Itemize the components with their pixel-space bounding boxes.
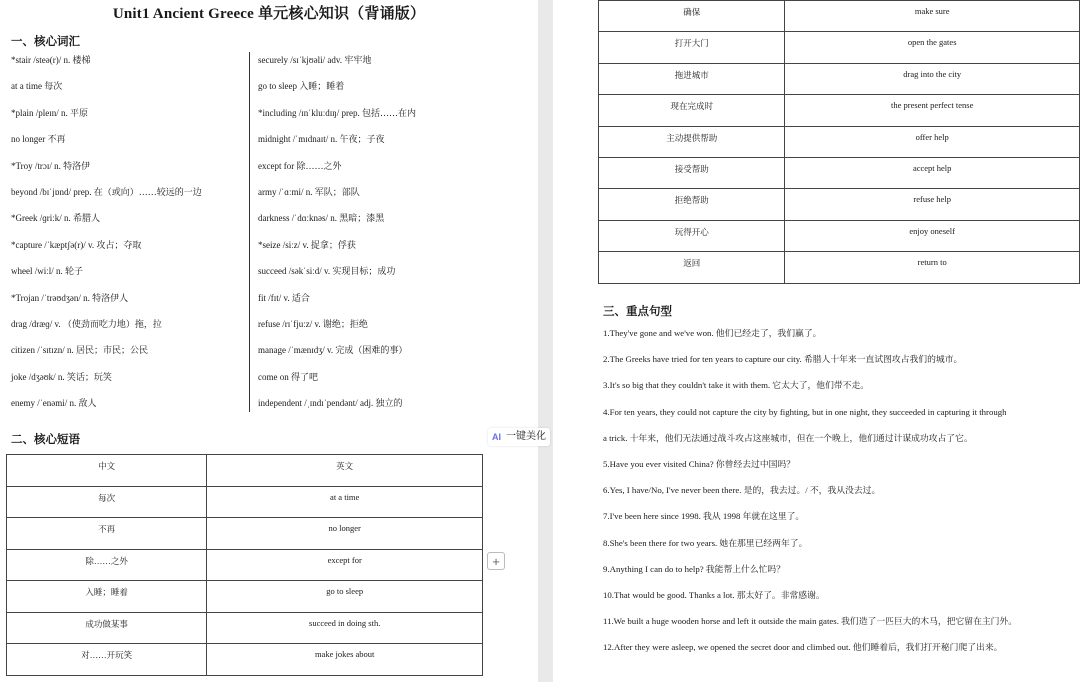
sentence-item: a trick. 十年来，他们无法通过战斗攻占这座城市，但在一个晚上，他们通过计谋成功攻占了它。 bbox=[603, 432, 973, 443]
table-row bbox=[599, 220, 1080, 251]
sentence-item: 9.Anything I can do to help? 我能帮上什么忙吗？ bbox=[603, 563, 786, 574]
english-cell: the present perfect tense bbox=[785, 95, 1080, 126]
chinese-cell: 入睡；睡着 bbox=[7, 581, 207, 613]
section-phrases-heading: 二、核心短语 bbox=[11, 434, 80, 446]
vocab-item: *including /ɪnˈkluːdɪŋ/ prep. 包括……在内 bbox=[258, 107, 416, 118]
vocab-item: citizen /ˈsɪtɪzn/ n. 居民；市民；公民 bbox=[11, 345, 148, 356]
sentence-item: 4.For ten years, they could not capture the city by fighting, but in one night, they succeeded in capturing it through bbox=[603, 406, 1007, 417]
vocab-item: *Greek /ɡriːk/ n. 希腊人 bbox=[11, 213, 100, 224]
english-cell: make jokes about bbox=[207, 644, 483, 676]
table-row bbox=[599, 252, 1080, 283]
english-cell: open the gates bbox=[785, 32, 1080, 63]
chinese-cell: 接受帮助 bbox=[599, 157, 785, 188]
sentence-item: 2.The Greeks have tried for ten years to capture our city. 希腊人十年来一直试图攻占我们的城市。 bbox=[603, 354, 963, 365]
vocab-item: army /ˈɑːmi/ n. 军队；部队 bbox=[258, 186, 360, 197]
english-cell: at a time bbox=[207, 486, 483, 518]
section-sentences-heading: 三、重点句型 bbox=[603, 306, 672, 318]
table-row bbox=[7, 518, 483, 550]
chinese-cell: 现在完成时 bbox=[599, 95, 785, 126]
sentence-item: 12.After they were asleep, we opened the secret door and climbed out. 他们睡着后，我们打开秘门爬了出来。 bbox=[603, 642, 1003, 653]
chinese-cell: 除……之外 bbox=[7, 549, 207, 581]
english-cell: return to bbox=[785, 252, 1080, 283]
vocab-item: drag /dræɡ/ v. （使劲而吃力地）拖，拉 bbox=[11, 318, 162, 329]
vocab-item: come on 得了吧 bbox=[258, 371, 318, 382]
english-cell: succeed in doing sth. bbox=[207, 612, 483, 644]
english-cell: refuse help bbox=[785, 189, 1080, 220]
chinese-cell: 返回 bbox=[599, 252, 785, 283]
vocab-item: *capture /ˈkæptʃə(r)/ v. 攻占；夺取 bbox=[11, 239, 142, 250]
vocab-item: *plain /pleɪn/ n. 平原 bbox=[11, 107, 88, 118]
vocab-item: go to sleep 入睡；睡着 bbox=[258, 81, 345, 92]
vocab-item: securely /sɪˈkjʊəli/ adv. 牢牢地 bbox=[258, 55, 372, 65]
ai-beautify-label: 一键美化 bbox=[506, 431, 546, 442]
vocab-item: succeed /səkˈsiːd/ v. 实现目标；成功 bbox=[258, 266, 396, 277]
vocab-item: *stair /steə(r)/ n. 楼梯 bbox=[11, 55, 91, 65]
sentence-item: 11.We built a huge wooden horse and left it outside the main gates. 我们造了一匹巨大的木马，把它留在主门外。 bbox=[603, 616, 1018, 627]
chinese-cell: 玩得开心 bbox=[599, 220, 785, 251]
english-cell: drag into the city bbox=[785, 63, 1080, 94]
ai-icon: AI bbox=[492, 432, 501, 442]
section-vocab-heading: 一、核心词汇 bbox=[11, 36, 80, 48]
vocab-item: manage /ˈmænɪdʒ/ v. 完成（困难的事） bbox=[258, 345, 408, 356]
vocab-list-left bbox=[11, 47, 249, 416]
sentence-item: 3.It's so big that they couldn't take it with them. 它太大了，他们带不走。 bbox=[603, 380, 870, 391]
table-row bbox=[7, 581, 483, 613]
vocab-item: independent /ˌɪndɪˈpendənt/ adj. 独立的 bbox=[258, 398, 403, 409]
chinese-cell: 每次 bbox=[7, 486, 207, 518]
table-row bbox=[599, 63, 1080, 94]
chinese-cell: 中文 bbox=[7, 455, 207, 487]
chinese-cell: 成功做某事 bbox=[7, 612, 207, 644]
vocab-item: at a time 每次 bbox=[11, 81, 63, 92]
table-row bbox=[599, 157, 1080, 188]
english-cell: offer help bbox=[785, 126, 1080, 157]
english-cell: make sure bbox=[785, 1, 1080, 32]
chinese-cell: 拖进城市 bbox=[599, 63, 785, 94]
table-row bbox=[599, 32, 1080, 63]
sentence-item: 5.Have you ever visited China? 你曾经去过中国吗？ bbox=[603, 458, 796, 469]
vocab-item: wheel /wiːl/ n. 轮子 bbox=[11, 266, 83, 277]
table-row bbox=[7, 549, 483, 581]
table-row bbox=[599, 189, 1080, 220]
table-row bbox=[7, 644, 483, 676]
sentence-item: 10.That would be good. Thanks a lot. 那太好了。非常感谢。 bbox=[603, 589, 825, 600]
english-cell: enjoy oneself bbox=[785, 220, 1080, 251]
sentence-item: 1.They've gone and we've won. 他们已经走了，我们赢了。 bbox=[603, 328, 822, 338]
vocab-list-right bbox=[258, 47, 536, 416]
table-row bbox=[599, 95, 1080, 126]
ai-beautify-button[interactable] bbox=[488, 428, 550, 446]
vocab-item: *Troy /trɔɪ/ n. 特洛伊 bbox=[11, 160, 91, 171]
vocab-item: except for 除……之外 bbox=[258, 160, 342, 171]
table-row bbox=[7, 486, 483, 518]
sentence-item: 8.She's been there for two years. 她在那里已经两年了。 bbox=[603, 537, 808, 548]
vocab-item: *seize /siːz/ v. 捉拿；俘获 bbox=[258, 239, 356, 250]
english-cell: no longer bbox=[207, 518, 483, 550]
add-button[interactable]: + bbox=[487, 552, 505, 570]
right-page bbox=[553, 0, 1080, 682]
english-cell: 英文 bbox=[207, 455, 483, 487]
chinese-cell: 主动提供帮助 bbox=[599, 126, 785, 157]
sentence-item: 7.I've been here since 1998. 我从 1998 年就在这里了。 bbox=[603, 511, 805, 522]
vocab-item: midnight /ˈmɪdnaɪt/ n. 午夜；子夜 bbox=[258, 134, 385, 145]
sentence-list bbox=[603, 320, 1079, 660]
chinese-cell: 打开大门 bbox=[599, 32, 785, 63]
vocab-item: enemy /ˈenəmi/ n. 敌人 bbox=[11, 398, 97, 409]
vocab-divider bbox=[249, 52, 250, 412]
vocab-item: refuse /rɪˈfjuːz/ v. 谢绝；拒绝 bbox=[258, 318, 368, 329]
chinese-cell: 对……开玩笑 bbox=[7, 644, 207, 676]
vocab-item: beyond /bɪˈjɒnd/ prep. 在（或向）……较远的一边 bbox=[11, 186, 202, 197]
vocab-item: darkness /ˈdɑːknəs/ n. 黑暗；漆黑 bbox=[258, 213, 385, 224]
table-row bbox=[7, 612, 483, 644]
chinese-cell: 确保 bbox=[599, 1, 785, 32]
english-cell: accept help bbox=[785, 157, 1080, 188]
english-cell: go to sleep bbox=[207, 581, 483, 613]
vocab-item: no longer 不再 bbox=[11, 134, 66, 145]
vocab-item: fit /fɪt/ v. 适合 bbox=[258, 292, 310, 303]
document-title: Unit1 Ancient Greece 单元核心知识（背诵版） bbox=[112, 6, 426, 22]
phrase-table-continued bbox=[598, 0, 1080, 284]
table-row bbox=[599, 126, 1080, 157]
english-cell: except for bbox=[207, 549, 483, 581]
left-page bbox=[0, 0, 538, 682]
chinese-cell: 拒绝帮助 bbox=[599, 189, 785, 220]
chinese-cell: 不再 bbox=[7, 518, 207, 550]
vocab-item: joke /dʒəʊk/ n. 笑话；玩笑 bbox=[11, 371, 112, 382]
table-row bbox=[599, 1, 1080, 32]
sentence-item: 6.Yes, I have/No, I've never been there. 是的，我去过。/ 不，我从没去过。 bbox=[603, 485, 881, 496]
vocab-item: *Trojan /ˈtrəʊdʒən/ n. 特洛伊人 bbox=[11, 292, 129, 303]
phrase-table bbox=[6, 454, 483, 676]
table-header-row bbox=[7, 455, 483, 487]
